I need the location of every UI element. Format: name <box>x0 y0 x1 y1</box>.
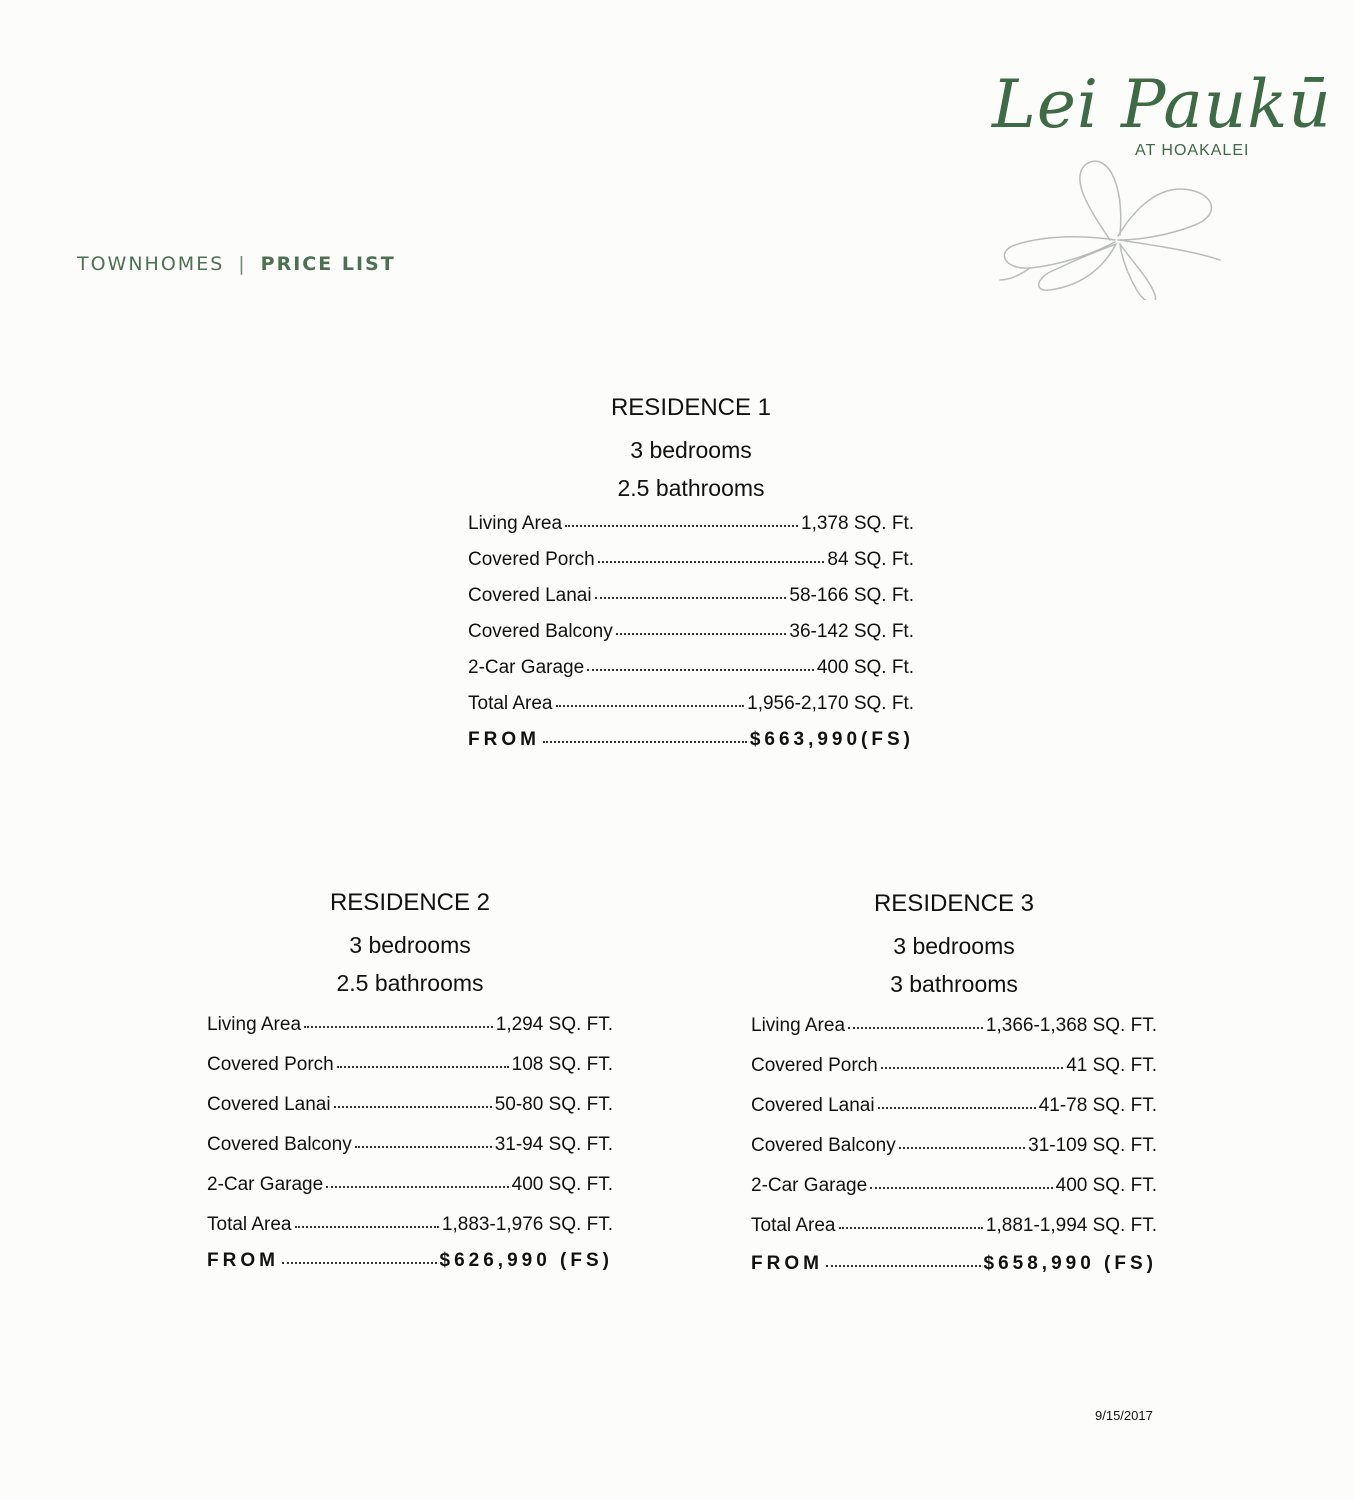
row-label: Covered Balcony <box>468 621 613 642</box>
leader-dots <box>595 596 787 599</box>
residence-title: RESIDENCE 2 <box>329 889 491 916</box>
leader-dots <box>899 1146 1025 1149</box>
bedrooms-count: 3 bedrooms <box>630 437 752 463</box>
row-value: 41 SQ. FT. <box>1066 1055 1157 1076</box>
leader-dots <box>870 1186 1052 1189</box>
price-label: FROM <box>751 1253 823 1274</box>
table-row <box>468 513 914 535</box>
price-row <box>207 1250 613 1272</box>
plumeria-flower-icon <box>990 140 1250 300</box>
bathrooms-count: 3 bathrooms <box>890 971 1018 997</box>
table-row <box>751 1215 1157 1237</box>
row-label: Living Area <box>207 1014 302 1035</box>
bathrooms-count: 2.5 bathrooms <box>336 970 484 996</box>
row-value: 31-94 SQ. FT. <box>494 1134 613 1155</box>
leader-dots <box>543 740 747 743</box>
row-value: 400 SQ. Ft. <box>816 657 914 678</box>
row-label: Total Area <box>207 1214 292 1235</box>
row-value: 84 SQ. Ft. <box>827 549 914 570</box>
area-table <box>468 513 914 751</box>
table-row <box>207 1174 613 1196</box>
residence-card <box>207 890 613 1286</box>
row-value: 400 SQ. FT. <box>1055 1175 1157 1196</box>
table-row <box>468 621 914 643</box>
price-row <box>468 729 914 751</box>
row-value: 58-166 SQ. Ft. <box>789 585 914 606</box>
section-label: TOWNHOMES <box>77 253 225 275</box>
leader-dots <box>881 1066 1063 1069</box>
residence-title: RESIDENCE 3 <box>873 890 1035 917</box>
bedrooms-count: 3 bedrooms <box>349 932 471 958</box>
table-row <box>468 693 914 715</box>
table-row <box>751 1135 1157 1157</box>
row-label: Covered Lanai <box>207 1094 331 1115</box>
leader-dots <box>616 632 787 635</box>
row-value: 400 SQ. FT. <box>511 1174 613 1195</box>
row-label: Covered Balcony <box>207 1134 352 1155</box>
row-label: Covered Lanai <box>751 1095 875 1116</box>
brand-name: Lei Paukū <box>992 66 1332 143</box>
leader-dots <box>826 1264 981 1267</box>
row-label: Covered Porch <box>751 1055 878 1076</box>
leader-dots <box>295 1225 439 1228</box>
page-title: PRICE LIST <box>260 253 396 275</box>
price-row <box>751 1253 1157 1275</box>
row-value: 1,366-1,368 SQ. FT. <box>985 1015 1157 1036</box>
table-row <box>468 549 914 571</box>
residence-card <box>468 395 914 765</box>
leader-dots <box>326 1185 508 1188</box>
price-value: $626,990 (FS) <box>439 1250 613 1271</box>
row-label: Covered Lanai <box>468 585 592 606</box>
row-label: Covered Porch <box>207 1054 334 1075</box>
document-date: 9/15/2017 <box>1095 1408 1153 1423</box>
row-value: 1,883-1,976 SQ. FT. <box>441 1214 613 1235</box>
row-value: 36-142 SQ. Ft. <box>789 621 914 642</box>
leader-dots <box>598 560 825 563</box>
table-row <box>468 657 914 679</box>
table-row <box>207 1134 613 1156</box>
price-label: FROM <box>468 729 540 750</box>
row-label: 2-Car Garage <box>751 1175 868 1196</box>
table-row <box>207 1054 613 1076</box>
row-value: 1,294 SQ. FT. <box>495 1014 613 1035</box>
row-label: 2-Car Garage <box>468 657 585 678</box>
leader-dots <box>355 1145 492 1148</box>
price-value: $663,990(FS) <box>749 729 914 750</box>
price-label: FROM <box>207 1250 279 1271</box>
leader-dots <box>848 1026 983 1029</box>
header-separator: | <box>238 253 247 275</box>
row-label: 2-Car Garage <box>207 1174 324 1195</box>
row-value: 41-78 SQ. FT. <box>1038 1095 1157 1116</box>
table-row <box>468 585 914 607</box>
table-row <box>751 1055 1157 1077</box>
area-table <box>751 1015 1157 1275</box>
row-value: 1,881-1,994 SQ. FT. <box>985 1215 1157 1236</box>
document-header <box>77 253 396 275</box>
row-label: Covered Porch <box>468 549 595 570</box>
leader-dots <box>839 1226 983 1229</box>
row-value: 1,956-2,170 SQ. Ft. <box>747 693 914 714</box>
table-row <box>207 1094 613 1116</box>
row-value: 108 SQ. FT. <box>511 1054 613 1075</box>
row-label: Total Area <box>751 1215 836 1236</box>
brand-logo <box>990 60 1332 300</box>
row-label: Living Area <box>751 1015 846 1036</box>
table-row <box>207 1014 613 1036</box>
table-row <box>751 1095 1157 1117</box>
row-label: Living Area <box>468 513 563 534</box>
leader-dots <box>337 1065 509 1068</box>
price-value: $658,990 (FS) <box>983 1253 1157 1274</box>
leader-dots <box>304 1025 493 1028</box>
row-label: Covered Balcony <box>751 1135 896 1156</box>
area-table <box>207 1014 613 1272</box>
table-row <box>751 1015 1157 1037</box>
leader-dots <box>878 1106 1036 1109</box>
row-value: 1,378 SQ. Ft. <box>801 513 914 534</box>
row-label: Total Area <box>468 693 553 714</box>
leader-dots <box>282 1261 437 1264</box>
residence-card <box>751 891 1157 1289</box>
bedrooms-count: 3 bedrooms <box>893 933 1015 959</box>
leader-dots <box>587 668 814 671</box>
table-row <box>207 1214 613 1236</box>
leader-dots <box>334 1105 492 1108</box>
leader-dots <box>556 704 745 707</box>
table-row <box>751 1175 1157 1197</box>
bathrooms-count: 2.5 bathrooms <box>617 475 765 501</box>
residence-title: RESIDENCE 1 <box>610 394 772 421</box>
row-value: 31-109 SQ. FT. <box>1028 1135 1157 1156</box>
row-value: 50-80 SQ. FT. <box>494 1094 613 1115</box>
leader-dots <box>565 524 798 527</box>
brand-subtitle: AT HOAKALEI <box>1135 142 1250 159</box>
